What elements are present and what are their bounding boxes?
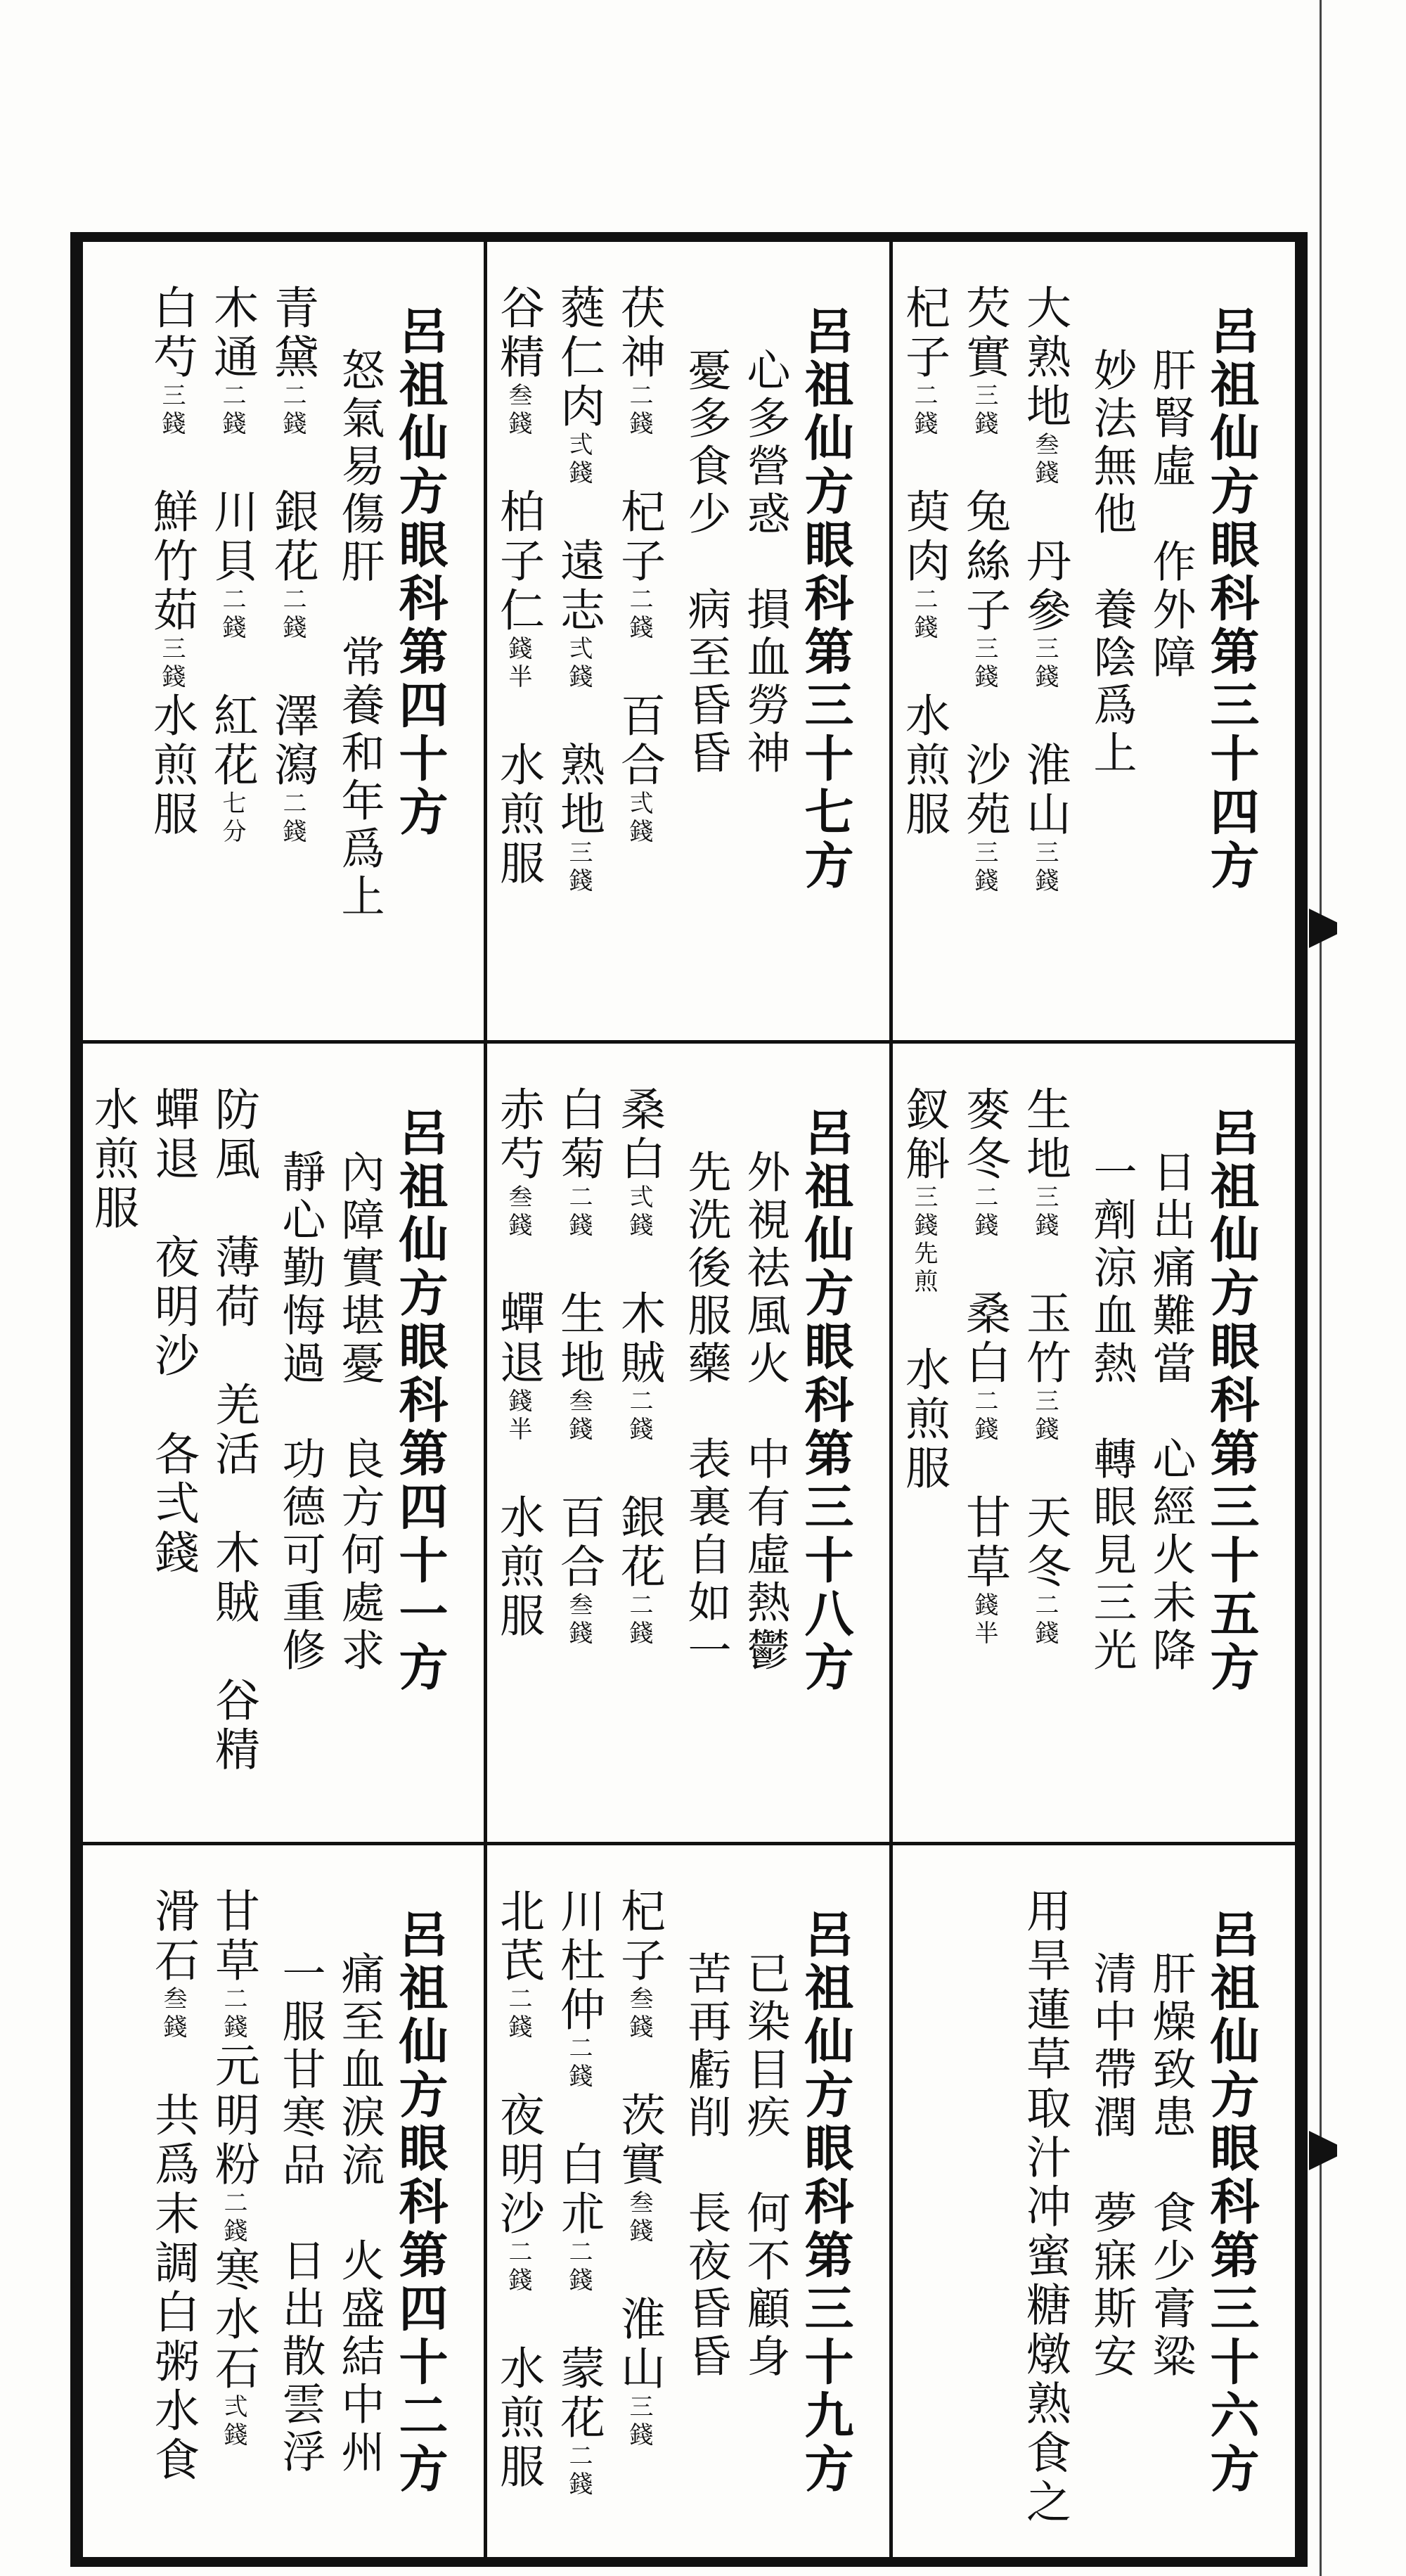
herb-text: 北芪: [492, 1888, 544, 1986]
ingredient-line: [546, 284, 611, 896]
herb-text: 麥冬: [958, 1086, 1010, 1184]
herb-text: 用旱蓮草取汁冲蜜糖燉熟食之: [1019, 1888, 1071, 2527]
dosage: 二錢: [219, 2190, 247, 2246]
ingredient-line: [607, 1086, 671, 1648]
dosage: 三錢: [1031, 840, 1059, 896]
ingredient-line: [952, 1086, 1017, 1648]
verse-line: 心多營惑 損血勞神: [740, 347, 791, 778]
ingredient-line: [80, 1086, 145, 1233]
herb-text: 大熟地: [1019, 284, 1071, 432]
dosage: 二錢: [910, 383, 938, 439]
dosage: 二錢: [970, 1184, 998, 1241]
herb-text: 釵斛: [898, 1086, 950, 1184]
ingredient-line: [1012, 1888, 1077, 2527]
table-row: [83, 1044, 1295, 1845]
ingredient-line: [201, 1086, 266, 1775]
herb-text: 水煎服: [492, 2295, 544, 2492]
herb-text: 共爲末調白粥水食: [147, 2042, 199, 2485]
prescription-title: 呂祖仙方眼科第三十七方: [796, 305, 855, 893]
herb-text: 杞子: [613, 1888, 665, 1986]
herb-text: 水煎服: [492, 1444, 544, 1641]
herb-text: 紅花: [206, 643, 258, 790]
herb-text: 銀花: [613, 1444, 665, 1592]
prescription-cell: [889, 1845, 1295, 2557]
herb-text: 寒水石: [207, 2246, 259, 2394]
prescription-title: 呂祖仙方眼科第三十九方: [796, 1909, 855, 2497]
herb-text: 澤瀉: [266, 643, 318, 790]
verse-line: 日出痛難當 心經火未降: [1145, 1149, 1197, 1675]
ingredient-line: [891, 1086, 956, 1494]
dosage: 叁錢: [565, 1388, 593, 1444]
verse-line: 憂多食少 病至昏昏: [681, 347, 732, 778]
dosage: 叁錢: [565, 1592, 593, 1648]
dosage: 弍錢: [565, 432, 593, 488]
herb-text: 兔絲子: [958, 439, 1010, 636]
prescription-cell: [484, 1845, 889, 2557]
table-row: [83, 242, 1295, 1044]
verse-line: 外視祛風火 中有虛熱鬱: [740, 1149, 791, 1675]
dosage: 二錢: [970, 1388, 998, 1444]
dosage: 二錢: [278, 790, 307, 847]
dosage: 二錢: [565, 2035, 593, 2091]
ingredient-line: [486, 1086, 550, 1641]
dosage: 錢半: [970, 1592, 998, 1648]
prescription-cell: [78, 1845, 484, 2557]
dosage: 二錢: [278, 587, 307, 643]
verse-line: 一服甘寒品 日出散雲浮: [275, 1951, 326, 2477]
dosage: 三錢: [1031, 1388, 1059, 1444]
herb-text: 水煎服: [492, 692, 544, 889]
dosage: 弍錢: [219, 2394, 247, 2450]
prescription-title: 呂祖仙方眼科第四十一方: [391, 1107, 449, 1695]
prescription-cell: [78, 1044, 484, 1842]
herb-text: 防風 薄荷 羌活 木賊 谷精: [207, 1086, 259, 1775]
dosage: 三錢: [157, 636, 186, 692]
herb-text: 甘草: [958, 1444, 1010, 1592]
dosage: 弍錢: [625, 1184, 653, 1241]
prescription-title: 呂祖仙方眼科第三十六方: [1202, 1909, 1260, 2497]
dosage: 二錢: [504, 2239, 532, 2295]
dosage: 二錢: [625, 1388, 653, 1444]
herb-text: 淮山: [613, 2246, 665, 2394]
herb-text: 蕤仁肉: [553, 284, 605, 432]
herb-text: 水煎服: [898, 643, 950, 840]
ingredient-line: [1012, 284, 1077, 896]
herb-text: 蟬退: [492, 1241, 544, 1388]
dosage: 七分: [218, 790, 246, 847]
ingredient-line: [952, 284, 1017, 896]
verse-line: 先洗後服藥 表裏自如一: [681, 1149, 732, 1675]
verse-line: 肝燥致患 食少膏粱: [1145, 1951, 1197, 2381]
herb-text: 百合: [613, 643, 665, 790]
ingredient-line: [607, 1888, 671, 2450]
herb-text: 白芍: [146, 284, 198, 383]
ingredient-line: [486, 1888, 550, 2492]
dosage: 錢半: [504, 1388, 532, 1444]
dosage: 三錢: [970, 840, 998, 896]
herb-text: 桑白: [958, 1241, 1010, 1388]
prescription-cell: [889, 1044, 1295, 1842]
dosage: 三錢先煎: [910, 1184, 938, 1297]
ingredient-line: [546, 1086, 611, 1648]
prescription-cell: [484, 242, 889, 1040]
ingredient-line: [546, 1888, 611, 2499]
herb-text: 赤芍: [492, 1086, 544, 1184]
herb-text: 水煎服: [86, 1086, 138, 1233]
herb-text: 木通: [206, 284, 258, 383]
herb-text: 甘草: [207, 1888, 259, 1986]
verse-line: 內障實堪憂 良方何處求: [334, 1149, 385, 1675]
dosage: 叁錢: [159, 1986, 187, 2042]
herb-text: 桑白: [613, 1086, 665, 1184]
verse-line: 肝腎虛 作外障: [1145, 347, 1197, 682]
dosage: 二錢: [625, 1592, 653, 1648]
verse-line: 痛至血淚流 火盛結中州: [334, 1951, 385, 2477]
herb-text: 白朮: [553, 2091, 605, 2239]
ingredient-line: [141, 1888, 205, 2485]
dosage: 二錢: [278, 383, 307, 439]
verse-line: 一劑涼血熱 轉眼見三光: [1086, 1149, 1137, 1675]
prescription-title: 呂祖仙方眼科第三十八方: [796, 1107, 855, 1695]
herb-text: 熟地: [553, 692, 605, 840]
herb-text: 白菊: [553, 1086, 605, 1184]
prescription-cell: [484, 1044, 889, 1842]
herb-text: 谷精: [492, 284, 544, 383]
herb-text: 滑石: [147, 1888, 199, 1986]
dosage: 二錢: [910, 587, 938, 643]
ingredient-line: [260, 284, 325, 847]
herb-text: 百合: [553, 1444, 605, 1592]
herb-text: 遠志: [553, 488, 605, 636]
dosage: 弍錢: [565, 636, 593, 692]
dosage: 叁錢: [625, 1986, 653, 2042]
herb-text: 芡實: [958, 284, 1010, 383]
herb-text: 丹參: [1019, 488, 1071, 636]
verse-line: 靜心勤悔過 功德可重修: [275, 1149, 326, 1675]
herb-text: 蟬退 夜明沙 各弍錢: [147, 1086, 199, 1578]
ingredient-line: [486, 284, 550, 889]
prescription-cell: [889, 242, 1295, 1040]
herb-text: 淮山: [1019, 692, 1071, 840]
dosage: 三錢: [970, 636, 998, 692]
verse-line: 苦再虧削 長夜昏昏: [681, 1951, 732, 2381]
inner-frame: [80, 242, 1298, 2557]
herb-text: 玉竹: [1019, 1241, 1071, 1388]
herb-text: 柏子仁: [492, 439, 544, 636]
prescription-title: 呂祖仙方眼科第四十二方: [391, 1909, 449, 2497]
verse-line: 清中帶潤 夢寐斯安: [1086, 1951, 1137, 2381]
herb-text: 木賊: [613, 1241, 665, 1388]
page-frame: [70, 232, 1308, 2567]
dosage: 錢半: [504, 636, 532, 692]
ingredient-line: [139, 284, 204, 840]
dosage: 二錢: [219, 1986, 247, 2042]
dosage: 二錢: [565, 2239, 593, 2295]
dosage: 三錢: [565, 840, 593, 896]
dosage: 三錢: [1031, 636, 1059, 692]
dosage: 二錢: [218, 587, 246, 643]
verse-line: 已染目疾 何不顧身: [740, 1951, 791, 2381]
dosage: 三錢: [1031, 1184, 1059, 1241]
herb-text: 蒙花: [553, 2295, 605, 2443]
ingredient-line: [201, 1888, 266, 2450]
verse-line: 妙法無他 養陰爲上: [1086, 347, 1137, 778]
dosage: 二錢: [218, 383, 246, 439]
dosage: 二錢: [565, 2443, 593, 2499]
dosage: 叁錢: [504, 383, 532, 439]
herb-text: 川貝: [206, 439, 258, 587]
ingredient-line: [1012, 1086, 1077, 1648]
herb-text: 茯神: [613, 284, 665, 383]
dosage: 叁錢: [625, 2190, 653, 2246]
herb-text: 川杜仲: [553, 1888, 605, 2035]
dosage: 二錢: [565, 1184, 593, 1241]
dosage: 二錢: [504, 1986, 532, 2042]
dosage: 二錢: [625, 587, 653, 643]
ingredient-line: [141, 1086, 205, 1578]
dosage: 三錢: [970, 383, 998, 439]
dosage: 三錢: [157, 383, 186, 439]
herb-text: 水煎服: [146, 692, 198, 840]
dosage: 二錢: [1031, 1592, 1059, 1648]
prescription-title: 呂祖仙方眼科第四十方: [391, 305, 449, 840]
ingredient-line: [200, 284, 264, 847]
herb-text: 杞子: [898, 284, 950, 383]
dosage: 叁錢: [504, 1184, 532, 1241]
page-edge: [1320, 0, 1406, 2576]
herb-text: 茨實: [613, 2042, 665, 2190]
ingredient-line: [891, 284, 956, 840]
prescription-cell: [78, 242, 484, 1040]
dosage: 弍錢: [625, 790, 653, 847]
table-row: [83, 1845, 1295, 2557]
herb-text: 天冬: [1019, 1444, 1071, 1592]
herb-text: 生地: [553, 1241, 605, 1388]
herb-text: 水煎服: [898, 1297, 950, 1494]
herb-text: 元明粉: [207, 2042, 259, 2190]
herb-text: 生地: [1019, 1086, 1071, 1184]
prescription-title: 呂祖仙方眼科第三十五方: [1202, 1107, 1260, 1695]
verse-line: 怒氣易傷肝 常養和年爲上: [334, 347, 385, 921]
ingredient-line: [607, 284, 671, 847]
herb-text: 鮮竹茹: [146, 439, 198, 636]
herb-text: 杞子: [613, 439, 665, 587]
herb-text: 沙苑: [958, 692, 1010, 840]
herb-text: 銀花: [266, 439, 318, 587]
herb-text: 夜明沙: [492, 2042, 544, 2239]
dosage: 二錢: [625, 383, 653, 439]
herb-text: 萸肉: [898, 439, 950, 587]
dosage: 三錢: [625, 2394, 653, 2450]
prescription-title: 呂祖仙方眼科第三十四方: [1202, 305, 1260, 893]
herb-text: 青黛: [266, 284, 318, 383]
dosage: 叁錢: [1031, 432, 1059, 488]
